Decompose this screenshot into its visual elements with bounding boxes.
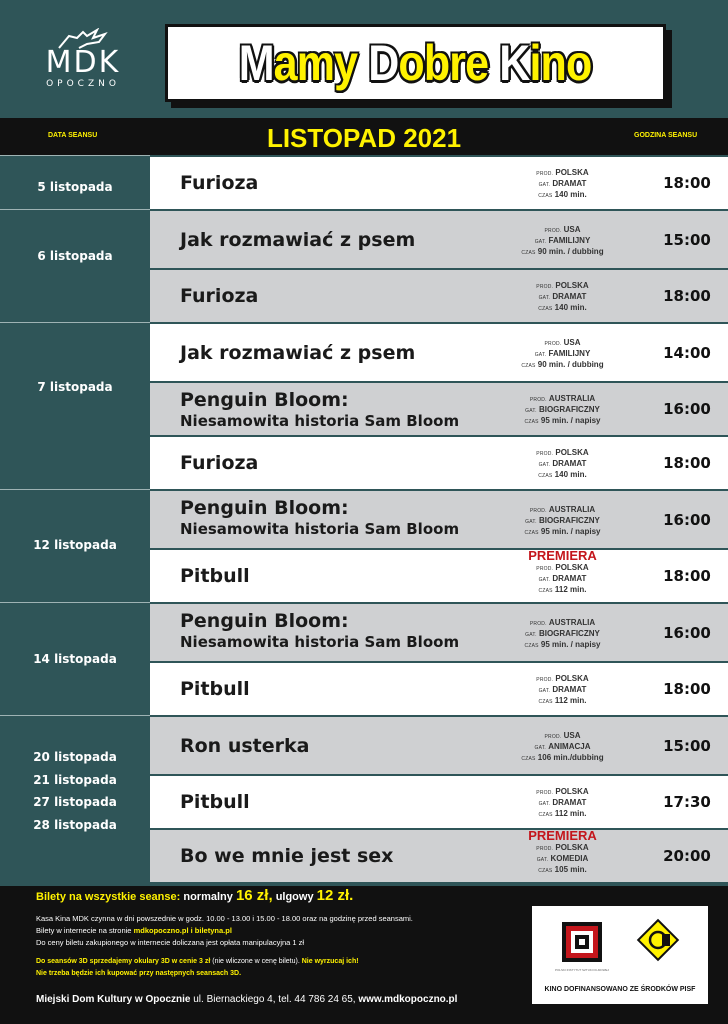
detail-key: GAT. — [538, 577, 551, 583]
screening-date: 28 listopada — [33, 817, 117, 832]
detail-prod — [480, 674, 645, 685]
date-lines — [0, 245, 150, 268]
detail-key: CZAS — [538, 588, 553, 594]
detail-key: GAT. — [538, 801, 551, 807]
detail-value: USA — [563, 225, 581, 234]
date-lines — [0, 176, 150, 199]
movie-title — [180, 678, 250, 700]
detail-value: BIOGRAFICZNY — [538, 629, 600, 638]
price-label: Bilety na wszystkie seanse: — [36, 891, 181, 903]
detail-gat — [480, 574, 645, 585]
detail-value: DRAMAT — [552, 179, 587, 188]
movie-subtitle-line: Niesamowita historia Sam Bloom — [180, 412, 460, 430]
detail-czas — [480, 585, 645, 596]
movie-title-line: Pitbull — [180, 565, 250, 587]
detail-key: PROD. — [536, 677, 554, 683]
detail-gat — [480, 798, 645, 809]
detail-prod — [480, 843, 645, 854]
detail-value: DRAMAT — [552, 292, 587, 301]
detail-key: PROD. — [529, 621, 547, 627]
detail-value: 140 min. — [554, 303, 587, 312]
movie-subtitle-line: Niesamowita historia Sam Bloom — [180, 520, 460, 538]
title-box — [165, 24, 666, 102]
detail-czas — [480, 865, 645, 876]
detail-czas — [480, 696, 645, 707]
detail-czas — [480, 809, 645, 820]
detail-value: 112 min. — [554, 585, 587, 594]
detail-key: PROD. — [536, 284, 554, 290]
detail-czas — [480, 527, 645, 538]
detail-key: PROD. — [544, 341, 562, 347]
detail-prod — [480, 338, 645, 349]
detail-value: POLSKA — [555, 787, 589, 796]
screening-time: 18:00 — [663, 567, 711, 585]
detail-czas — [480, 470, 645, 481]
detail-prod — [480, 394, 645, 405]
detail-prod — [480, 618, 645, 629]
detail-key: GAT. — [534, 352, 547, 358]
logo-text: MDK — [45, 45, 121, 80]
screening-date: 7 listopada — [37, 380, 113, 394]
detail-value: AUSTRALIA — [548, 394, 596, 403]
month-bar — [0, 118, 728, 155]
detail-czas — [480, 640, 645, 651]
detail-key: PROD. — [536, 451, 554, 457]
movie-title-line: Bo we mnie jest sex — [180, 845, 394, 867]
screening-time: 20:00 — [663, 847, 711, 865]
movie-title-line: Penguin Bloom: — [180, 610, 349, 632]
screening-date: 6 listopada — [37, 249, 113, 263]
date-group — [0, 322, 150, 489]
detail-czas — [480, 247, 645, 258]
screening-time: 17:30 — [663, 793, 711, 811]
month-title: LISTOPAD 2021 — [266, 123, 462, 153]
detail-value: 140 min. — [554, 190, 587, 199]
detail-key: PROD. — [529, 397, 547, 403]
movie-title-line: Jak rozmawiać z psem — [180, 229, 416, 251]
detail-value: 95 min. / napisy — [540, 640, 601, 649]
detail-key: GAT. — [538, 295, 551, 301]
screening-time: 18:00 — [663, 680, 711, 698]
detail-prod — [480, 731, 645, 742]
title-word-1: amy — [274, 35, 369, 91]
movie-details — [480, 674, 645, 707]
movie-details — [480, 829, 645, 876]
detail-key: CZAS — [521, 363, 536, 369]
detail-value: AUSTRALIA — [548, 505, 596, 514]
movie-title — [180, 565, 250, 587]
detail-value: DRAMAT — [552, 459, 587, 468]
detail-key: PROD. — [529, 508, 547, 514]
detail-value: POLSKA — [555, 563, 589, 572]
sponsor-text: KINO DOFINANSOWANO ZE ŚRODKÓW PISF — [544, 986, 696, 993]
detail-prod — [480, 787, 645, 798]
detail-key: PROD. — [536, 790, 554, 796]
screening-row — [150, 489, 728, 548]
reduced-price: 12 zł. — [316, 887, 354, 904]
movie-details — [480, 338, 645, 371]
screening-date: 21 listopada — [33, 772, 117, 787]
detail-key: PROD. — [536, 846, 554, 852]
detail-prod — [480, 225, 645, 236]
premiere-badge: PREMIERA — [528, 548, 597, 563]
sponsor-box — [532, 906, 708, 1004]
online-tickets — [36, 926, 232, 935]
detail-gat — [480, 292, 645, 303]
detail-value: POLSKA — [555, 281, 589, 290]
detail-value: AUSTRALIA — [548, 618, 596, 627]
detail-key: GAT. — [538, 462, 551, 468]
date-group — [0, 209, 150, 322]
detail-key: GAT. — [538, 688, 551, 694]
movie-title-line: Jak rozmawiać z psem — [180, 342, 416, 364]
movie-title — [180, 229, 415, 251]
detail-value: POLSKA — [555, 674, 589, 683]
date-group — [0, 489, 150, 602]
screening-time: 18:00 — [663, 287, 711, 305]
schedule — [0, 155, 728, 886]
detail-value: 106 min./dubbing — [537, 753, 604, 762]
date-lines — [0, 534, 150, 557]
premiere-badge: PREMIERA — [528, 828, 597, 843]
date-lines — [0, 648, 150, 671]
detail-key: CZAS — [538, 473, 553, 479]
pisf-logo-icon — [560, 920, 604, 964]
mdk-logo — [28, 28, 138, 108]
glasses-note-a: Do seansów 3D sprzedajemy okulary 3D w cenie 3 zł — [36, 958, 211, 965]
detail-value: 140 min. — [554, 470, 587, 479]
movie-title — [180, 610, 459, 652]
detail-czas — [480, 753, 645, 764]
screening-time: 18:00 — [663, 174, 711, 192]
detail-prod — [480, 505, 645, 516]
address-street: ul. Biernackiego 4, tel. 44 786 24 65, — [193, 994, 356, 1005]
detail-key: GAT. — [534, 745, 547, 751]
movie-title — [180, 342, 415, 364]
detail-gat — [480, 236, 645, 247]
movie-subtitle-line: Niesamowita historia Sam Bloom — [180, 633, 460, 651]
detail-key: GAT. — [538, 182, 551, 188]
detail-gat — [480, 349, 645, 360]
detail-prod — [480, 563, 645, 574]
detail-czas — [480, 303, 645, 314]
detail-prod — [480, 448, 645, 459]
screening-row — [150, 381, 728, 435]
movie-title-line: Penguin Bloom: — [180, 497, 349, 519]
movie-title — [180, 845, 393, 867]
movie-details — [480, 505, 645, 538]
detail-key: CZAS — [538, 699, 553, 705]
screening-date: 12 listopada — [33, 538, 117, 552]
detail-key: CZAS — [521, 756, 536, 762]
movie-title-line: Furioza — [180, 172, 259, 194]
detail-prod — [480, 168, 645, 179]
detail-gat — [480, 854, 645, 865]
detail-key: GAT. — [534, 239, 547, 245]
kino-logo-icon — [634, 916, 682, 964]
normal-price: 16 zł, — [235, 887, 273, 904]
screening-row — [150, 774, 728, 828]
date-column-label: DATA SEANSU — [48, 132, 98, 139]
detail-value: POLSKA — [555, 168, 589, 177]
detail-value: USA — [563, 338, 581, 347]
movie-title-line: Pitbull — [180, 791, 250, 813]
detail-czas — [480, 416, 645, 427]
screening-date: 27 listopada — [33, 795, 117, 809]
movie-title-line: Furioza — [180, 452, 259, 474]
detail-key: PROD. — [544, 228, 562, 234]
movie-details — [480, 394, 645, 427]
movie-details — [480, 281, 645, 314]
movie-title-line: Pitbull — [180, 678, 250, 700]
movie-details — [480, 168, 645, 201]
date-lines — [0, 746, 150, 836]
detail-key: GAT. — [525, 408, 537, 414]
detail-value: USA — [563, 731, 581, 740]
detail-value: BIOGRAFICZNY — [538, 516, 600, 525]
detail-value: DRAMAT — [552, 685, 587, 694]
online-tickets-text: Bilety w internecie na stronie — [36, 926, 132, 935]
time-column-label: GODZINA SEANSU — [634, 132, 698, 139]
screening-time: 14:00 — [663, 344, 711, 362]
screening-row — [150, 602, 728, 661]
movie-title-line: Penguin Bloom: — [180, 389, 349, 411]
normal-label: normalny — [183, 891, 233, 903]
price-line — [36, 887, 353, 904]
date-group — [0, 715, 150, 882]
screening-row — [150, 268, 728, 322]
detail-key: CZAS — [524, 530, 539, 536]
detail-key: GAT. — [525, 519, 537, 525]
movie-title — [180, 172, 258, 194]
screening-date: 14 listopada — [33, 652, 117, 666]
logo-subtext: OPOCZNO — [46, 79, 120, 89]
detail-value: FAMILIJNY — [548, 349, 591, 358]
detail-value: DRAMAT — [552, 798, 587, 807]
detail-key: CZAS — [538, 193, 553, 199]
movie-title-line: Furioza — [180, 285, 259, 307]
detail-value: 105 min. — [554, 865, 587, 874]
detail-key: PROD. — [536, 171, 554, 177]
movie-title-line: Ron usterka — [180, 735, 310, 757]
glasses-note — [36, 958, 359, 965]
detail-czas — [480, 360, 645, 371]
detail-gat — [480, 685, 645, 696]
screening-row — [150, 155, 728, 209]
address-line — [36, 994, 457, 1005]
movie-title — [180, 497, 459, 539]
movie-details — [480, 618, 645, 651]
screening-row — [150, 661, 728, 715]
detail-key: CZAS — [538, 306, 553, 312]
detail-gat — [480, 742, 645, 753]
date-group — [0, 602, 150, 715]
detail-key: CZAS — [524, 419, 539, 425]
screening-row — [150, 715, 728, 774]
title-cap-3: K — [499, 35, 530, 91]
glasses-note-c: Nie wyrzucaj ich! — [301, 958, 359, 965]
detail-value: KOMEDIA — [550, 854, 589, 863]
detail-value: 95 min. / napisy — [540, 527, 601, 536]
detail-key: GAT. — [525, 632, 537, 638]
title-cap-1: M — [239, 35, 275, 91]
detail-key: GAT. — [536, 857, 549, 863]
title-cap-2: D — [368, 35, 399, 91]
reduced-label: ulgowy — [275, 891, 314, 903]
detail-value: 95 min. / napisy — [540, 416, 601, 425]
screening-date: 5 listopada — [37, 180, 113, 194]
footer — [0, 886, 728, 1024]
cashier-hours: Kasa Kina MDK czynna w dni powszednie w godz. 10.00 - 13.00 i 15.00 - 18.00 oraz na godzinę przed seansami. — [36, 914, 413, 923]
detail-gat — [480, 405, 645, 416]
glasses-note-2: Nie trzeba będzie ich kupować przy następnych seansach 3D. — [36, 970, 242, 977]
screening-row — [150, 209, 728, 268]
screening-row — [150, 322, 728, 381]
detail-key: CZAS — [538, 868, 553, 874]
screening-row — [150, 435, 728, 489]
screening-time: 16:00 — [663, 400, 711, 418]
detail-key: PROD. — [544, 734, 562, 740]
movie-details — [480, 225, 645, 258]
screening-date: 20 listopada — [33, 750, 117, 764]
movie-title — [180, 452, 258, 474]
detail-value: 90 min. / dubbing — [537, 247, 604, 256]
screening-time: 16:00 — [663, 511, 711, 529]
detail-gat — [480, 629, 645, 640]
detail-gat — [480, 459, 645, 470]
screening-time: 18:00 — [663, 454, 711, 472]
address-institution: Miejski Dom Kultury w Opocznie — [36, 994, 191, 1005]
detail-key: PROD. — [536, 566, 554, 572]
address-website[interactable]: www.mdkopoczno.pl — [358, 994, 458, 1005]
screening-row — [150, 548, 728, 602]
page-title — [239, 34, 592, 92]
screening-time: 16:00 — [663, 624, 711, 642]
movie-title — [180, 285, 258, 307]
title-word-3: ino — [529, 35, 592, 91]
detail-value: 112 min. — [554, 696, 587, 705]
detail-key: CZAS — [524, 643, 539, 649]
detail-key: CZAS — [538, 812, 553, 818]
header — [0, 0, 728, 118]
pisf-caption: POLSKI INSTYTUT SZTUKI FILMOWEJ — [554, 968, 610, 972]
movie-title — [180, 389, 459, 431]
movie-title — [180, 791, 250, 813]
detail-value: ANIMACJA — [548, 742, 591, 751]
movie-details — [480, 448, 645, 481]
detail-gat — [480, 179, 645, 190]
movie-details — [480, 787, 645, 820]
detail-value: DRAMAT — [552, 574, 587, 583]
screening-time: 15:00 — [663, 231, 711, 249]
date-lines — [0, 376, 150, 399]
online-tickets-links[interactable]: mdkopoczno.pl i biletyna.pl — [133, 926, 232, 935]
detail-czas — [480, 190, 645, 201]
detail-key: CZAS — [521, 250, 536, 256]
title-word-2: obre — [398, 35, 500, 91]
glasses-note-b: (nie wliczone w cenę biletu). — [212, 958, 300, 965]
screening-row — [150, 828, 728, 882]
movie-details — [480, 549, 645, 596]
detail-prod — [480, 281, 645, 292]
online-fee-note: Do ceny biletu zakupionego w internecie doliczana jest opłata manipulacyjna 1 zł — [36, 938, 305, 947]
date-group — [0, 155, 150, 209]
screening-time: 15:00 — [663, 737, 711, 755]
detail-value: 90 min. / dubbing — [537, 360, 604, 369]
movie-details — [480, 731, 645, 764]
detail-value: BIOGRAFICZNY — [538, 405, 600, 414]
detail-value: POLSKA — [555, 448, 589, 457]
detail-value: POLSKA — [555, 843, 589, 852]
detail-value: FAMILIJNY — [548, 236, 591, 245]
detail-value: 112 min. — [554, 809, 587, 818]
detail-gat — [480, 516, 645, 527]
movie-title — [180, 735, 309, 757]
